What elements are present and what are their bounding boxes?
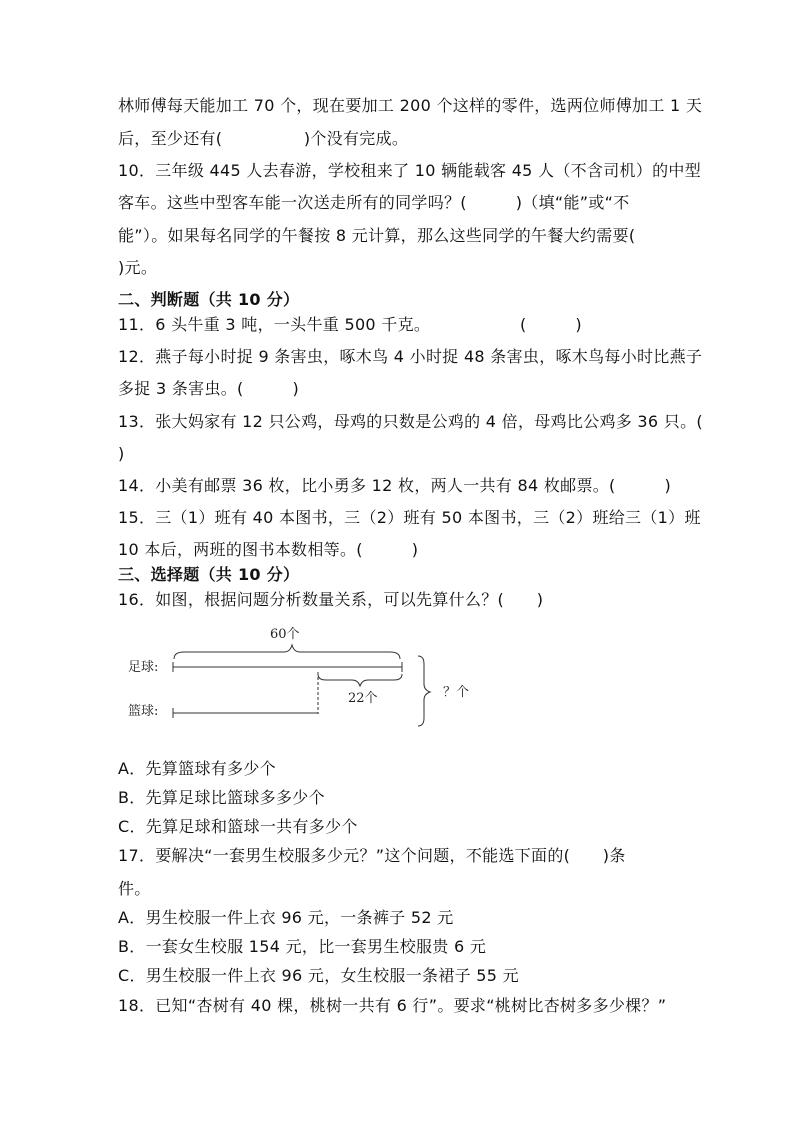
- question-14: 14．小美有邮票 36 枚，比小勇多 12 枚，两人一共有 84 枚邮票。( ): [118, 476, 672, 495]
- question-11: 11．6 头牛重 3 吨，一头牛重 500 千克。 ( ): [118, 315, 582, 334]
- question-10-line-1: 10．三年级 445 人去春游，学校租来了 10 辆能载客 45 人（不含司机）的中型: [118, 161, 702, 180]
- question-10-line-2: 客车。这些中型客车能一次送走所有的同学吗？( )（填“能”或“不: [118, 193, 630, 212]
- question-12-line-2: 多捉 3 条害虫。( ): [118, 379, 300, 398]
- question-10-line-3: 能”）。如果每名同学的午餐按 8 元计算，那么这些同学的午餐大约需要(: [118, 226, 636, 245]
- question-13-line-1: 13．张大妈家有 12 只公鸡，母鸡的只数是公鸡的 4 倍，母鸡比公鸡多 36 只。(: [118, 412, 703, 431]
- question-label: ？个: [443, 685, 470, 700]
- difference-brace: [318, 674, 402, 686]
- question-17-option-c: C．男生校服一件上衣 96 元，女生校服一条裙子 55 元: [118, 966, 519, 985]
- question-17-option-b: B．一套女生校服 154 元，比一套男生校服贵 6 元: [118, 937, 487, 956]
- question-15-line-2: 10 本后，两班的图书本数相等。( ): [118, 540, 419, 559]
- question-10-line-4: )元。: [118, 258, 158, 277]
- difference-label: 22个: [348, 691, 378, 706]
- line-segment-diagram: [118, 612, 518, 742]
- section-heading-choice: 三、选择题（共 10 分）: [118, 565, 300, 584]
- question-13-line-2: ): [118, 444, 125, 463]
- total-brace: [174, 645, 400, 659]
- question-16-option-b: B．先算足球比篮球多多少个: [118, 788, 325, 807]
- question-brace: [418, 656, 430, 726]
- question-18-line-1: 18．已知“杏树有 40 棵，桃树一共有 6 行”。要求“桃树比杏树多多少棵？”: [118, 996, 667, 1015]
- question-17-line-1: 17．要解决“一套男生校服多少元？”这个问题，不能选下面的( )条: [118, 846, 626, 865]
- football-label: 足球:: [128, 660, 159, 675]
- question-16-option-c: C．先算足球和篮球一共有多少个: [118, 817, 358, 836]
- question-9-line-2: 后，至少还有( )个没有完成。: [118, 129, 409, 148]
- question-17-option-a: A．男生校服一件上衣 96 元，一条裤子 52 元: [118, 908, 454, 927]
- question-15-line-1: 15．三（1）班有 40 本图书，三（2）班有 50 本图书，三（2）班给三（1）班: [118, 508, 701, 527]
- question-17-line-2: 件。: [118, 879, 151, 898]
- question-9-line-1: 林师傅每天能加工 70 个，现在要加工 200 个这样的零件，选两位师傅加工 1 天: [118, 96, 703, 115]
- question-16-option-a: A．先算篮球有多少个: [118, 759, 276, 778]
- question-12-line-1: 12．燕子每小时捉 9 条害虫，啄木鸟 4 小时捉 48 条害虫，啄木鸟每小时比燕子: [118, 347, 703, 366]
- question-16: 16．如图，根据问题分析数量关系，可以先算什么？( ): [118, 590, 544, 609]
- section-heading-judgement: 二、判断题（共 10 分）: [118, 290, 300, 309]
- total-label: 60个: [270, 627, 300, 642]
- basketball-label: 篮球:: [128, 704, 159, 719]
